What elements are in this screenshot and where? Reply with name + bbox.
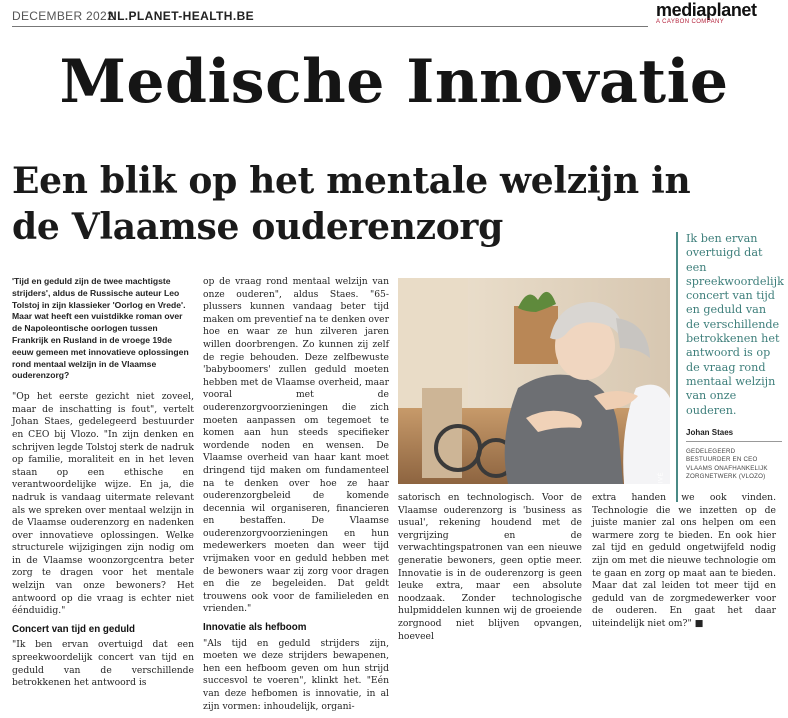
- article-headline: Een blik op het mentale welzijn in de Vlaamse ouderenzorg: [12, 160, 691, 248]
- article-column-1: [12, 276, 194, 695]
- article-column-4: [592, 492, 776, 636]
- article-photo: [398, 278, 670, 516]
- site-link[interactable]: NL.PLANET-HEALTH.BE: [108, 9, 255, 23]
- brand-logo[interactable]: [656, 0, 776, 25]
- header-rule: [12, 26, 648, 27]
- pull-quote-text: Ik ben ervan overtuigd dat een spreekwoordelijk concert van tijd en geduld van de verschillende betrokkenen het antwoord is op de vraag rond mentaal welzijn van onze ouderen.: [686, 232, 784, 417]
- pull-quote: [676, 232, 784, 502]
- photo-credit: FOTO: PRIVÉ: [658, 472, 664, 516]
- article-paragraph: "Ik ben ervan overtuigd dat een spreekwoordelijk concert van tijd en geduld van de verschillende betrokkenen het antwoord is: [12, 639, 194, 689]
- article-intro: 'Tijd en geduld zijn de twee machtigste strijders', aldus de Russische auteur Leo Tolstoj in zijn klassieker 'Oorlog en Vrede'. Maar wat heeft een vuistdikke roman over de Napoleontische oorlogen tussen Frankrijk en Rusland in de vroege 19de eeuw gemeen met innovatieve oplossingen rond mentaal welzijn in de Vlaamse ouderenzorg?: [12, 276, 189, 381]
- article-paragraph: op de vraag rond mentaal welzijn van onze ouderen", aldus Staes. "65-plussers kunnen vandaag beter tijd maken om preventief na te denken over hoe en waar ze hun zilveren jaren willen doorbrengen. Zo kunnen zij zelf de regie behouden. Deze zelfbewuste 'babyboomers' zullen geduld moeten hebben met de Vlaamse overheid, maar vooral met de ouderenzorgvoorzieningen die zich moeten aanpassen om tegemoet te komen aan hun steeds specifieker wordende noden en wensen. De Vlaamse overheid van haar kant moet dringend tijd maken om fundamenteel na te denken over hoe ze haar ouderenzorgbeleid de komende decennia wil organiseren, financieren en bestaffen. De Vlaamse ouderenzorgvoorzieningen en hun medewerkers moeten dan weer tijd vrijmaken voor en geduld hebben met de bewoners waar zij zorg voor dragen en die ze begeleiden. Dat geldt trouwens ook voor de familieleden en vrienden.": [203, 276, 389, 615]
- article-paragraph: satorisch en technologisch. Voor de Vlaamse ouderenzorg is 'business as usual', rekening houdend met de vergrijzing en de verwachtingspatronen van een nieuwe generatie bewoners, geen optie meer. Innovatie is in de ouderenzorg is geen leuke extra, maar een absolute noodzaak. Zonder technologische hulpmiddelen kunnen wij de groeiende zorgnood niet blijven opvangen, hoeveel: [398, 492, 582, 642]
- brand-name: mediaplanet: [656, 0, 757, 20]
- article-subhead: Concert van tijd en geduld: [12, 623, 136, 635]
- photo-illustration: [398, 278, 670, 484]
- article-column-2: [203, 276, 389, 718]
- quote-author-name: Johan Staes: [686, 427, 734, 437]
- article-column-3: [398, 492, 582, 648]
- section-title: Medische Innovatie: [59, 47, 729, 117]
- quote-author-role: GEDELEGEERD BESTUURDER EN CEO VLAAMS ONAFHANKELIJK ZORGNETWERK (VLOZO): [686, 447, 768, 481]
- article-paragraph: "Als tijd en geduld strijders zijn, moeten we deze strijders bewapenen, hen een hefboom geven om hun strijd succesvol te voeren", klinkt het. "Eén van deze hefbomen is innovatie, in al zijn vormen: inhoudelijk, organi-: [203, 637, 389, 712]
- article-paragraph: extra handen we ook vinden. Technologie die we inzetten op de juiste manier zal ons helpen om een warmere zorg te bieden. En ook hier zal tijd en geduld ongetwijfeld nodig zijn om met die nieuwe technologie om te gaan en zorg op maat aan te bieden. Maar dat zal leiden tot meer tijd en geduld van de zorgmedewerker voor de ouderen. En gaat het daar uiteindelijk niet om?" ■: [592, 492, 776, 629]
- quote-divider: [686, 441, 782, 442]
- brand-subtitle: A CAYBON COMPANY: [656, 19, 725, 25]
- article-subhead: Innovatie als hefboom: [203, 622, 307, 634]
- issue-date: DECEMBER 2022: [12, 9, 114, 23]
- article-paragraph: "Op het eerste gezicht niet zoveel, maar de inschatting is fout", vertelt Johan Staes, gedelegeerd bestuurder en CEO bij Vlozo. "In zijn denken en schrijven legde Tolstoj sterk de nadruk op familie, moraliteit en in het leven staan op een ethische en verantwoordelijke wijze. En ja, die nadruk is vandaag uitermate relevant als we spreken over mentaal welzijn in de Vlaamse ouderenzorg en nadenken over innovatieve oplossingen. Welke structurele wijzigingen zijn nodig om in de Vlaamse woonzorgcentra beter zorg te dragen voor het mentale welzijn van onze bewoners? Het antwoord op die vraag is echter niet éénduidig.": [12, 391, 194, 617]
